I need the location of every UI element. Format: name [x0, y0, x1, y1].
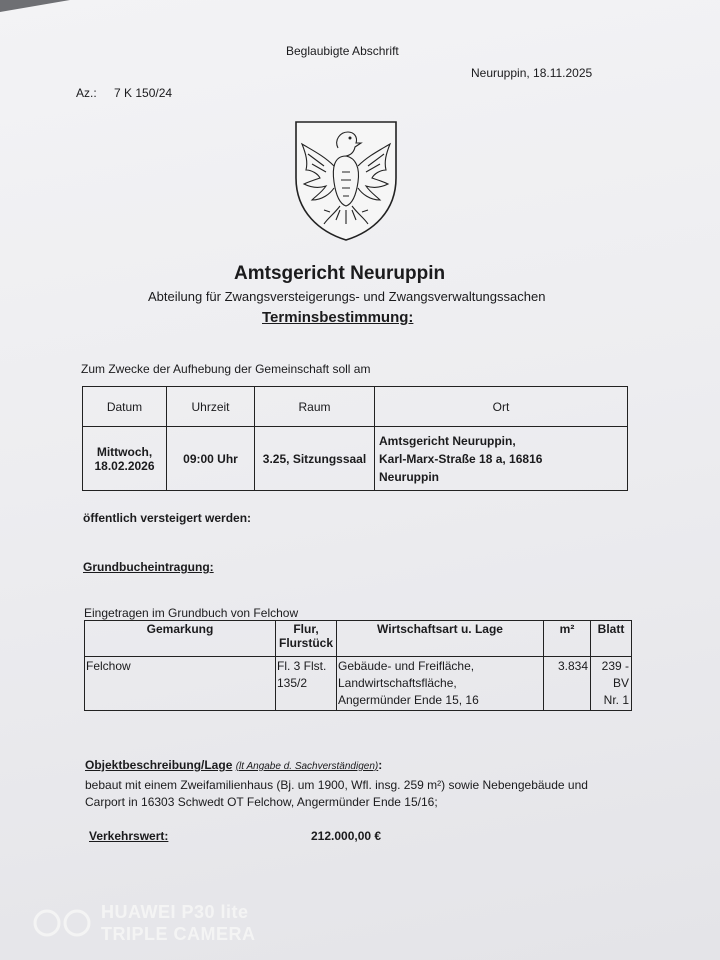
registry-table: [84, 620, 632, 711]
place-line-2: Karl-Marx-Straße 18 a, 16816: [379, 451, 543, 466]
object-description-line-1: bebaut mit einem Zweifamilienhaus (Bj. um 1900, Wfl. insg. 259 m²) sowie Nebengebäude und: [85, 778, 588, 792]
camera-brand: HUAWEI P30 lite: [101, 902, 249, 922]
cell-gemarkung: Felchow: [85, 657, 276, 711]
camera-lens-icon: [33, 908, 91, 938]
header-uhrzeit: Uhrzeit: [167, 387, 255, 427]
header-raum: Raum: [255, 387, 375, 427]
market-value-label: Verkehrswert:: [89, 829, 169, 843]
appointment-place: [375, 427, 628, 491]
registry-header-row: [85, 621, 632, 657]
header-flur-line-1: Flur,: [293, 622, 319, 636]
blatt-line-3: Nr. 1: [603, 693, 629, 707]
object-heading-suffix: :: [378, 758, 383, 772]
header-datum: Datum: [83, 387, 167, 427]
appointment-time: 09:00 Uhr: [167, 427, 255, 491]
header-wirtschaftsart: Wirtschaftsart u. Lage: [337, 621, 544, 657]
appointment-row: [83, 427, 628, 491]
document-type-heading: Terminsbestimmung:: [262, 309, 414, 326]
header-flur-line-2: Flurstück: [278, 636, 333, 650]
wirtschaftsart-line-1: Gebäude- und Freifläche,: [338, 659, 475, 673]
cell-blatt: [591, 657, 632, 711]
appointment-weekday: Mittwoch,: [96, 444, 153, 459]
appointment-date: [83, 427, 167, 491]
header-ort: Ort: [375, 387, 628, 427]
land-registry-heading: Grundbucheintragung:: [83, 560, 214, 574]
wirtschaftsart-line-2: Landwirtschaftsfläche,: [338, 676, 457, 690]
flur-line-2: 135/2: [277, 676, 308, 690]
object-description-line-2: Carport in 16303 Schwedt OT Felchow, Angermünder Ende 15/16;: [85, 795, 438, 809]
appointment-header-row: [83, 387, 628, 427]
registry-row: [85, 657, 632, 711]
cell-m2: 3.834: [544, 657, 591, 711]
header-blatt: Blatt: [591, 621, 632, 657]
wirtschaftsart-line-3: Angermünder Ende 15, 16: [338, 693, 479, 707]
registry-intro: Eingetragen im Grundbuch von Felchow: [84, 606, 299, 620]
certified-copy-label: Beglaubigte Abschrift: [286, 44, 399, 58]
place-line-3: Neuruppin: [379, 469, 439, 484]
flur-line-1: Fl. 3 Flst.: [277, 659, 327, 673]
object-heading-note: (lt Angabe d. Sachverständigen): [235, 761, 379, 772]
file-number: 7 K 150/24: [114, 86, 173, 100]
appointment-date-value: 18.02.2026: [94, 458, 155, 473]
appointment-room: 3.25, Sitzungssaal: [255, 427, 375, 491]
cell-flur: [276, 657, 337, 711]
header-gemarkung: Gemarkung: [85, 621, 276, 657]
appointment-table: [82, 386, 628, 491]
object-heading: [85, 758, 382, 772]
blatt-line-2: BV: [612, 676, 629, 690]
court-name: Amtsgericht Neuruppin: [234, 263, 446, 284]
court-department: Abteilung für Zwangsversteigerungs- und Zwangsverwaltungssachen: [148, 289, 546, 304]
auction-phrase: öffentlich versteigert werden:: [83, 511, 252, 525]
market-value-amount: 212.000,00 €: [311, 829, 382, 843]
blatt-line-1: 239 -: [601, 659, 629, 673]
place-date: Neuruppin, 18.11.2025: [471, 66, 593, 80]
coat-of-arms-eagle-icon: [294, 120, 398, 242]
header-flur: [276, 621, 337, 657]
place-line-1: Amtsgericht Neuruppin,: [379, 433, 516, 448]
cell-wirtschaftsart: [337, 657, 544, 711]
file-number-label: Az.:: [76, 86, 97, 100]
camera-model: TRIPLE CAMERA: [101, 924, 256, 944]
header-m2: m²: [544, 621, 591, 657]
object-heading-title: Objektbeschreibung/Lage: [85, 758, 233, 772]
intro-text: Zum Zwecke der Aufhebung der Gemeinschaft soll am: [81, 362, 371, 376]
